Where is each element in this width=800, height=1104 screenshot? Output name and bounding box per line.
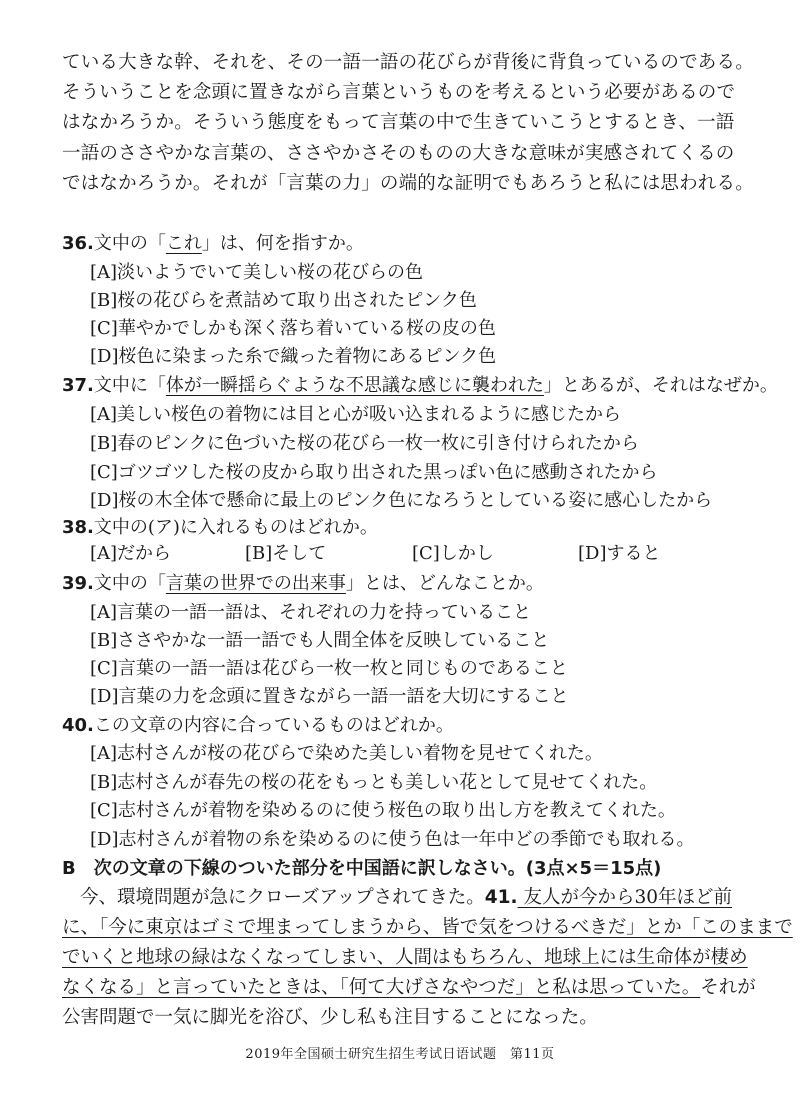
option-38-b: [B]そして	[245, 543, 327, 564]
option-37-d: [D]桜の木全体で懸命に最上のピンク色になろうとしている姿に感心したから	[90, 490, 713, 511]
option-40-c: [C]志村さんが着物を染めるのに使う桜色の取り出し方を教えてくれた。	[90, 800, 676, 821]
option-40-d: [D]志村さんが着物の糸を染めるのに使う色は一年中どの季節でも取れる。	[90, 829, 695, 850]
option-36-d: [D]桜色に染まった糸で織った着物にあるピンク色	[90, 346, 497, 367]
question-39	[62, 569, 544, 595]
question-38	[62, 513, 378, 539]
translation-target: 友人が今から30年ほど前	[517, 887, 733, 908]
question-number: 37.	[62, 375, 94, 396]
option-38-a: [A]だから	[90, 543, 172, 564]
section-b-text: それが	[700, 977, 756, 998]
option-37-a: [A]美しい桜色の着物には目と心が吸い込まれるように感じたから	[90, 404, 622, 425]
option-36-c: [C]華やかでしかも深く落ち着いている桜の皮の色	[90, 318, 496, 339]
option-37-b: [B]春のピンクに色づいた桜の花びら一枚一枚に引き付けられたから	[90, 433, 639, 454]
translation-target: なくなる」と言っていたときは、「何て大げさなやつだ」と私は思っていた。	[62, 977, 701, 998]
question-number: 38.	[62, 517, 94, 538]
option-38-d: [D]すると	[578, 543, 661, 564]
question-prefix: 文中の「	[93, 233, 166, 254]
passage-line: ではなかろうか。それが「言葉の力」の端的な証明でもあろうと私には思われる。	[62, 173, 754, 194]
option-39-c: [C]言葉の一語一語は花びら一枚一枚と同じものであること	[90, 658, 568, 679]
option-38-c: [C]しかし	[412, 543, 494, 564]
passage-line: ている大きな幹、それを、その一語一語の花びらが背後に背負っているのである。	[62, 52, 754, 73]
passage-line: はなかろうか。そういう態度をもって言葉の中で生きていこうとするとき、一語	[62, 112, 735, 133]
section-b-text: 今、環境問題が急にクローズアップされてきた。	[80, 887, 485, 908]
question-prefix: 文中に「	[93, 375, 166, 396]
page-footer: 2019年全国硕士研究生招生考试日语试题 第11页	[245, 1047, 555, 1062]
passage-line: そういうことを念頭に置きながら言葉というものを考えるという必要があるので	[62, 82, 736, 103]
question-suffix: 」とは、どんなことか。	[345, 573, 544, 594]
question-quote: 言葉の世界での出来事	[165, 573, 346, 594]
option-39-a: [A]言葉の一語一語は、それぞれの力を持っていること	[90, 602, 532, 623]
question-37	[62, 371, 778, 397]
question-number: 36.	[62, 233, 94, 254]
translation-target: でいくと地球の緑はなくなってしまい、人間はもちろん、地球上には生命体が棲め	[62, 947, 748, 968]
section-b-line	[62, 973, 756, 1003]
passage-line: 一語のささやかな言葉の、ささやかさそのものの大きな意味が実感されてくるの	[62, 143, 735, 164]
question-36	[62, 229, 364, 255]
question-40	[62, 711, 454, 737]
question-quote: これ	[165, 233, 202, 254]
question-quote: 体が一瞬揺らぐような不思議な感じに襲われた	[165, 375, 544, 396]
question-suffix: 」は、何を指すか。	[201, 233, 364, 254]
question-suffix: 」とあるが、それはなぜか。	[543, 375, 778, 396]
translation-target: に、「今に東京はゴミで埋まってしまうから、皆で気をつけるべきだ」とか「このままで	[62, 917, 793, 938]
question-prefix: 文中の「	[93, 573, 166, 594]
section-b-line: 公害問題で一気に脚光を浴び、少し私も注目することになった。	[62, 1007, 598, 1028]
option-39-d: [D]言葉の力を念頭に置きながら一語一語を大切にすること	[90, 686, 569, 707]
option-40-a: [A]志村さんが桜の花びらで染めた美しい着物を見せてくれた。	[90, 743, 603, 764]
question-number: 40.	[62, 715, 94, 736]
section-b-heading: B 次の文章の下線のついた部分を中国語に訳しなさい。(3点×5＝15点)	[62, 858, 662, 879]
option-40-b: [B]志村さんが春先の桜の花をもっとも美しい花として見せてくれた。	[90, 772, 658, 793]
question-number: 41.	[484, 887, 518, 908]
option-36-a: [A]淡いようでいて美しい桜の花びらの色	[90, 262, 424, 283]
option-37-c: [C]ゴツゴツした桜の皮から取り出された黒っぽい色に感動されたから	[90, 462, 658, 483]
question-text: 文中の(ア)に入れるものはどれか。	[93, 517, 378, 538]
question-text: この文章の内容に合っているものはどれか。	[93, 715, 454, 736]
option-39-b: [B]ささやかな一語一語でも人間全体を反映していること	[90, 630, 550, 651]
question-number: 39.	[62, 573, 94, 594]
option-36-b: [B]桜の花びらを煮詰めて取り出されたピンク色	[90, 290, 477, 311]
section-b-line	[62, 883, 752, 913]
